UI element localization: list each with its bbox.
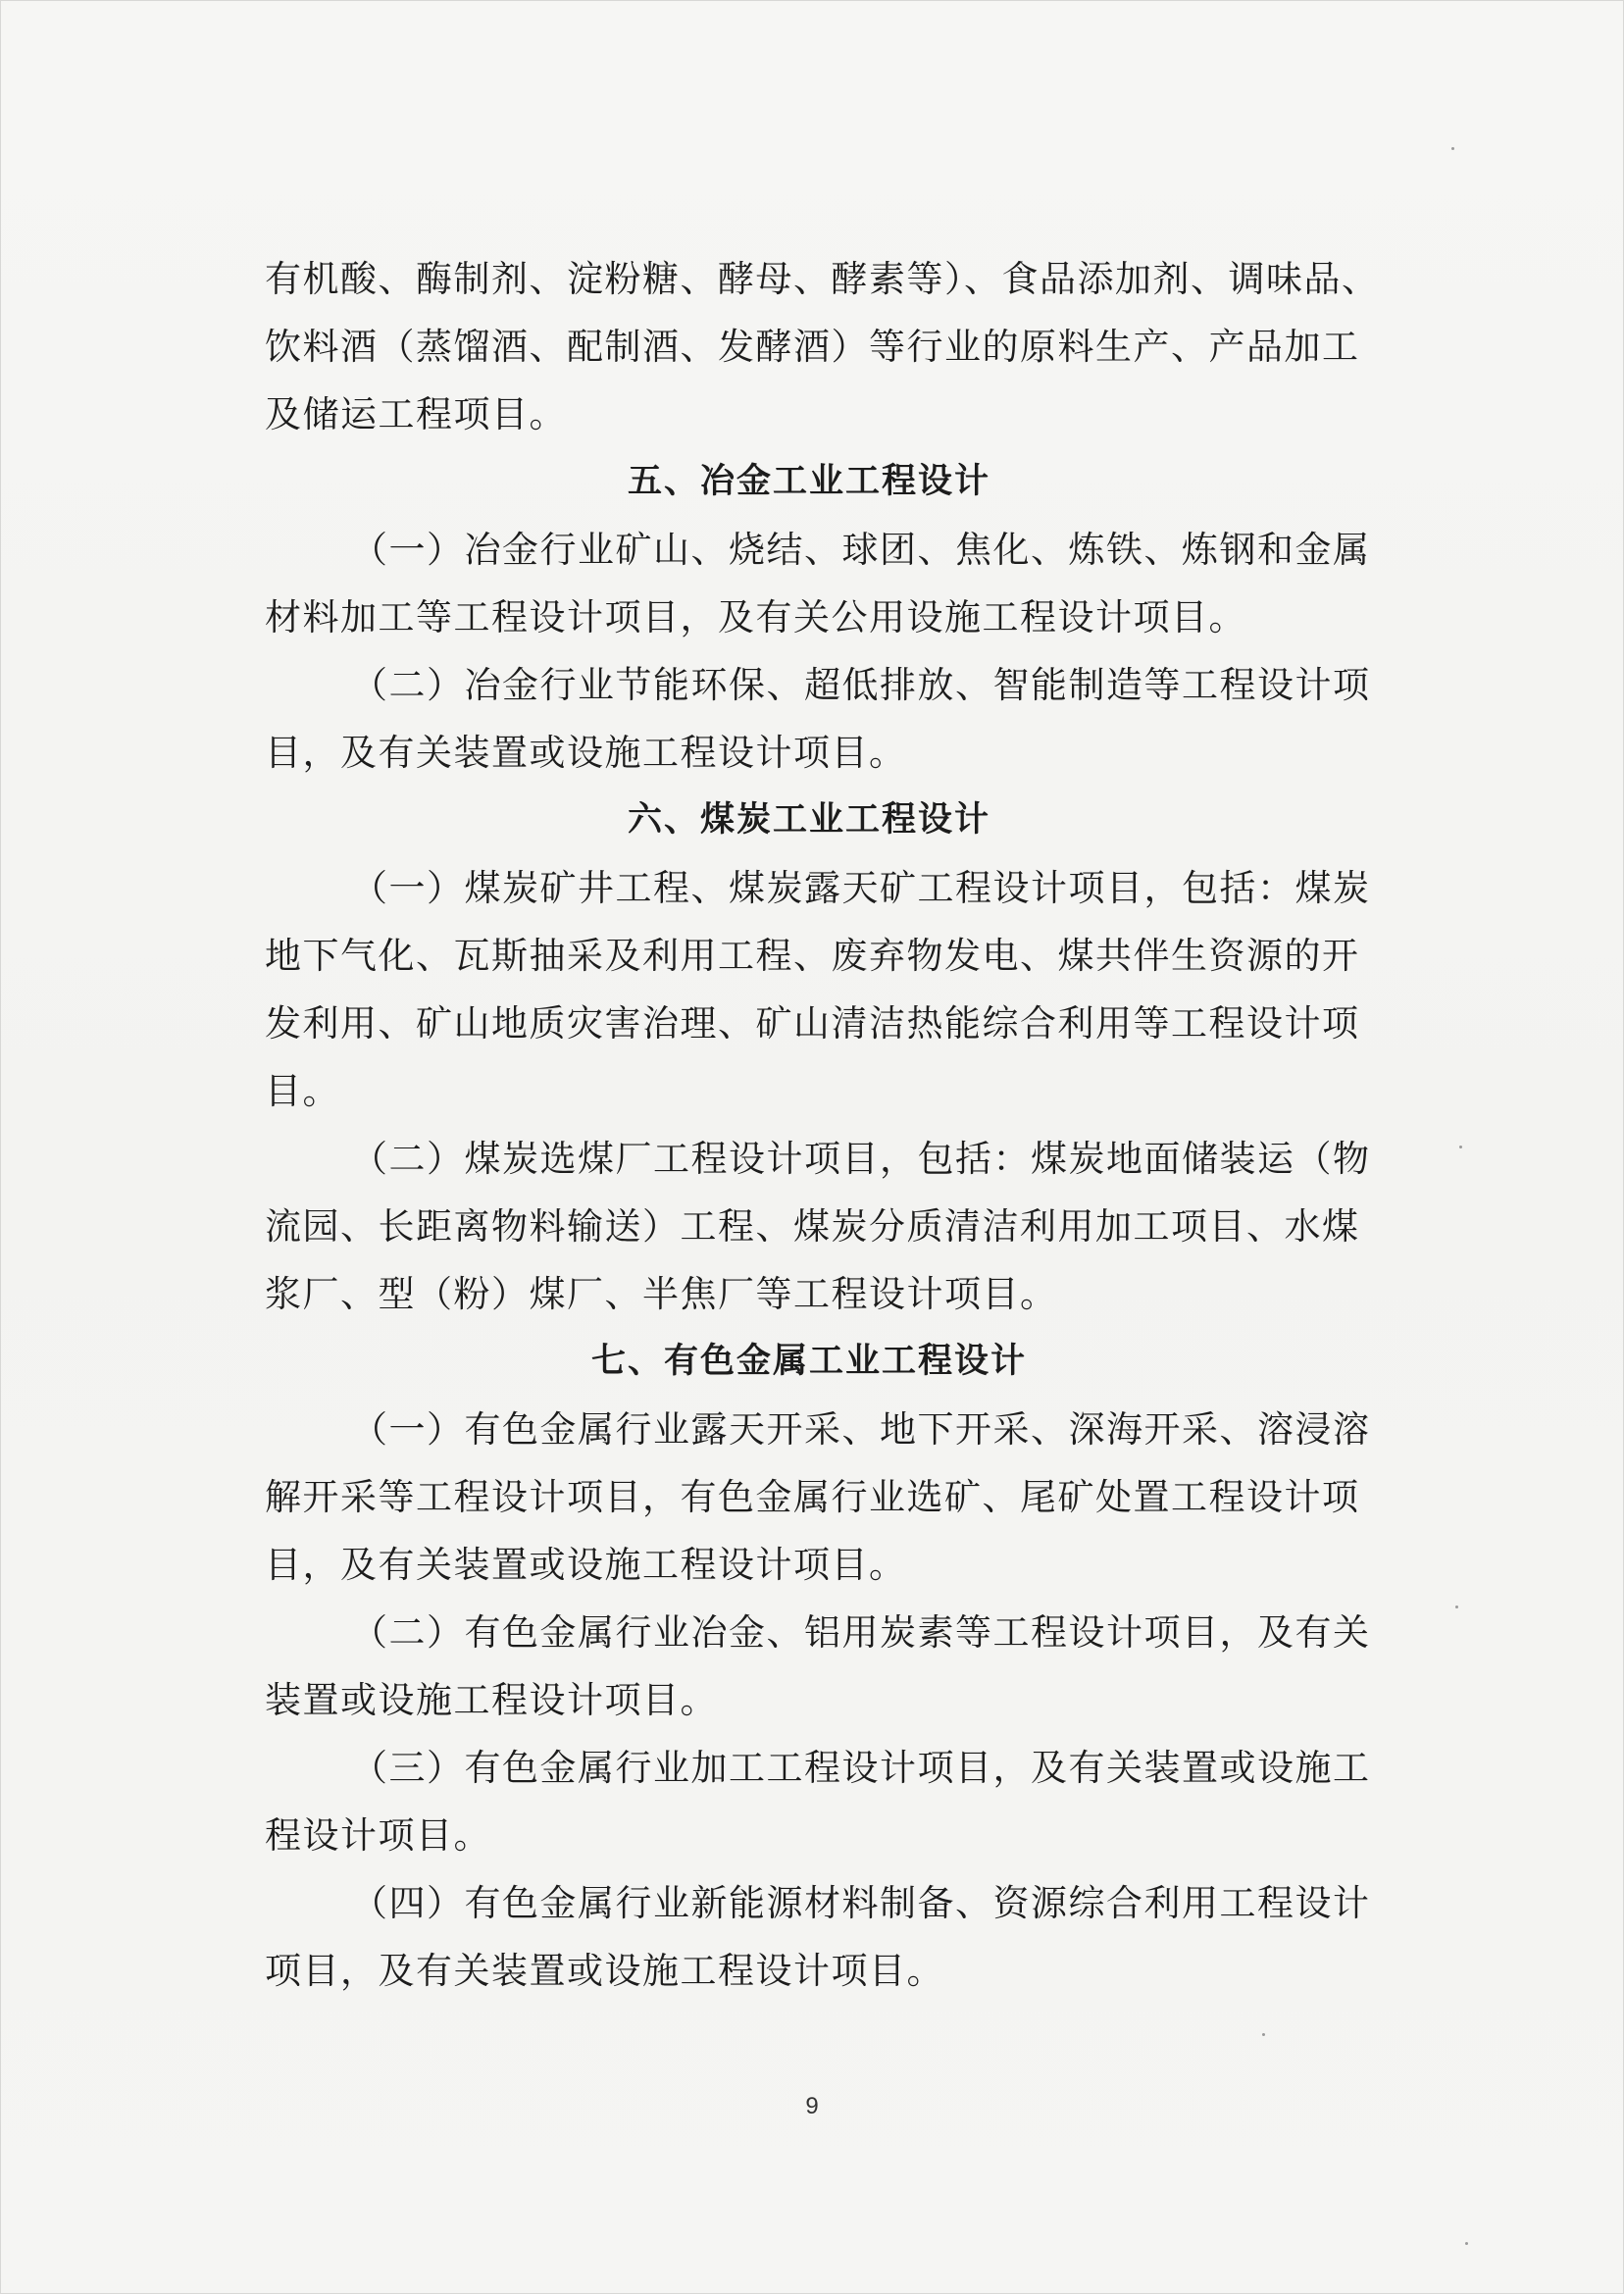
body-line: 流园、长距离物料输送）工程、煤炭分质清洁利用加工项目、水煤	[265, 1205, 1360, 1248]
body-line: （二）冶金行业节能环保、超低排放、智能制造等工程设计项	[351, 664, 1371, 706]
body-line: （一）煤炭矿井工程、煤炭露天矿工程设计项目，包括：煤炭	[351, 867, 1371, 909]
body-line: （二）煤炭选煤厂工程设计项目，包括：煤炭地面储装运（物	[351, 1138, 1371, 1180]
scan-speck	[1459, 1146, 1462, 1148]
section-heading: 七、有色金属工业工程设计	[590, 1342, 1027, 1381]
body-line: （四）有色金属行业新能源材料制备、资源综合利用工程设计	[351, 1882, 1371, 1924]
body-line: 解开采等工程设计项目，有色金属行业选矿、尾矿处置工程设计项	[265, 1476, 1360, 1518]
body-line: 目。	[265, 1070, 340, 1112]
scan-speck	[1262, 2033, 1265, 2036]
body-line: 有机酸、酶制剂、淀粉糖、酵母、酵素等）、食品添加剂、调味品、	[265, 258, 1380, 300]
page-number: 9	[805, 2093, 819, 2119]
body-line: 地下气化、瓦斯抽采及利用工程、废弃物发电、煤共伴生资源的开	[265, 935, 1360, 977]
body-line: 程设计项目。	[265, 1814, 491, 1857]
scan-speck	[1451, 147, 1454, 150]
body-line: （三）有色金属行业加工工程设计项目，及有关装置或设施工	[351, 1747, 1371, 1789]
scan-speck	[1465, 2242, 1468, 2245]
body-line: 目，及有关装置或设施工程设计项目。	[265, 732, 907, 774]
body-line: 及储运工程项目。	[265, 393, 567, 435]
body-line: 饮料酒（蒸馏酒、配制酒、发酵酒）等行业的原料生产、产品加工	[265, 326, 1360, 368]
body-line: 浆厂、型（粉）煤厂、半焦厂等工程设计项目。	[265, 1273, 1058, 1315]
section-heading: 六、煤炭工业工程设计	[627, 800, 990, 840]
body-line: （一）冶金行业矿山、烧结、球团、焦化、炼铁、炼钢和金属	[351, 529, 1371, 571]
body-line: （二）有色金属行业冶金、铝用炭素等工程设计项目，及有关	[351, 1611, 1371, 1654]
body-line: 目，及有关装置或设施工程设计项目。	[265, 1544, 907, 1586]
document-body	[265, 245, 1380, 2005]
body-line: 装置或设施工程设计项目。	[265, 1679, 718, 1721]
body-line: 项目，及有关装置或设施工程设计项目。	[265, 1950, 944, 1992]
body-line: （一）有色金属行业露天开采、地下开采、深海开采、溶浸溶	[351, 1408, 1371, 1451]
scan-speck	[1455, 1606, 1458, 1608]
section-heading: 五、冶金工业工程设计	[627, 462, 990, 501]
body-line: 发利用、矿山地质灾害治理、矿山清洁热能综合利用等工程设计项	[265, 1002, 1360, 1045]
body-line: 材料加工等工程设计项目，及有关公用设施工程设计项目。	[265, 596, 1246, 638]
